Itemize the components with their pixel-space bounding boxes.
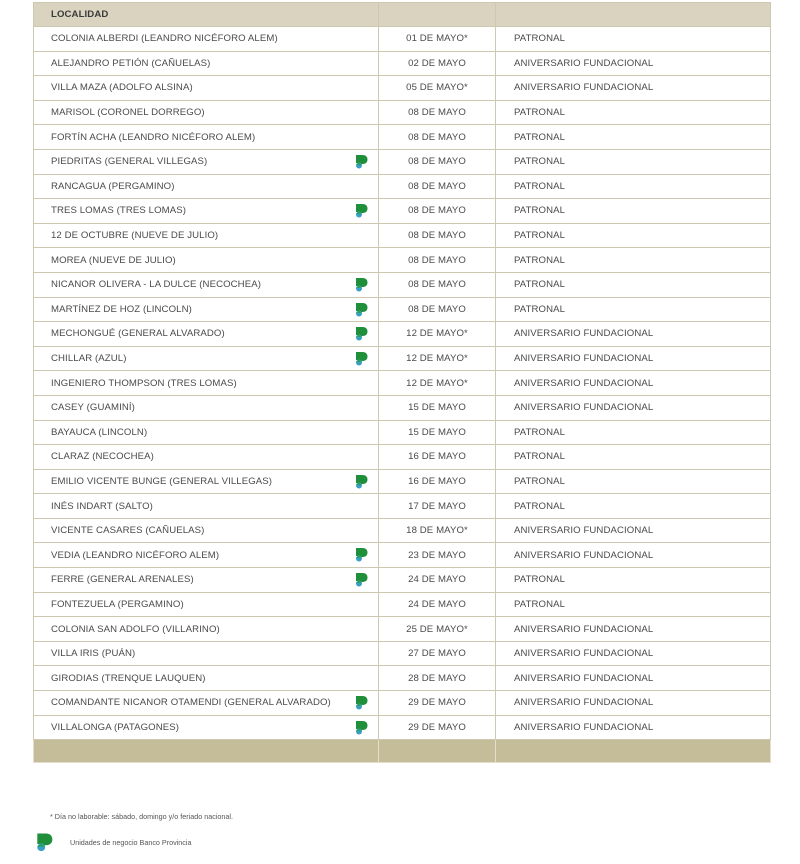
cell-tipo: ANIVERSARIO FUNDACIONAL: [496, 51, 771, 76]
cell-localidad: [34, 125, 379, 150]
cell-tipo: PATRONAL: [496, 272, 771, 297]
table-row: [34, 76, 771, 101]
table-row: [34, 100, 771, 125]
table-row: [34, 518, 771, 543]
cell-tipo: ANIVERSARIO FUNDACIONAL: [496, 617, 771, 642]
legend-label: Unidades de negocio Banco Provincia: [70, 837, 192, 847]
table-row: [34, 641, 771, 666]
table-row: [34, 543, 771, 568]
cell-fecha: 15 DE MAYO: [379, 420, 496, 445]
localidad-text: EMILIO VICENTE BUNGE (GENERAL VILLEGAS): [51, 475, 273, 487]
localidad-text: CASEY (GUAMINÍ): [51, 402, 135, 414]
cell-fecha: 08 DE MAYO: [379, 199, 496, 224]
localidad-text: FONTEZUELA (PERGAMINO): [51, 598, 184, 610]
table-row: [34, 691, 771, 716]
table-row: [34, 666, 771, 691]
banco-provincia-icon: [355, 547, 368, 562]
footer-band-cell: [496, 740, 771, 763]
localidad-text: FORTÍN ACHA (LEANDRO NICÉFORO ALEM): [51, 131, 256, 143]
cell-tipo: PATRONAL: [496, 494, 771, 519]
cell-tipo: ANIVERSARIO FUNDACIONAL: [496, 322, 771, 347]
cell-tipo: ANIVERSARIO FUNDACIONAL: [496, 371, 771, 396]
localidad-text: INÉS INDART (SALTO): [51, 500, 153, 512]
cell-fecha: 16 DE MAYO: [379, 469, 496, 494]
cell-tipo: ANIVERSARIO FUNDACIONAL: [496, 715, 771, 740]
cell-fecha: 08 DE MAYO: [379, 174, 496, 199]
localidad-text: VEDIA (LEANDRO NICÉFORO ALEM): [51, 549, 220, 561]
cell-localidad: [34, 346, 379, 371]
cell-tipo: ANIVERSARIO FUNDACIONAL: [496, 76, 771, 101]
localidad-text: 12 DE OCTUBRE (NUEVE DE JULIO): [51, 230, 219, 242]
table-header-row: [34, 3, 771, 27]
banco-provincia-icon: [355, 695, 368, 710]
banco-provincia-icon: [355, 572, 368, 587]
banco-provincia-icon: [355, 720, 368, 735]
cell-fecha: 12 DE MAYO*: [379, 322, 496, 347]
cell-tipo: ANIVERSARIO FUNDACIONAL: [496, 641, 771, 666]
localidad-text: VICENTE CASARES (CAÑUELAS): [51, 525, 205, 537]
table-row: [34, 297, 771, 322]
table-row: [34, 125, 771, 150]
cell-tipo: PATRONAL: [496, 445, 771, 470]
cell-tipo: PATRONAL: [496, 27, 771, 52]
footer-band-cell: [34, 740, 379, 763]
localidad-text: CLARAZ (NECOCHEA): [51, 451, 154, 463]
localidad-text: FERRE (GENERAL ARENALES): [51, 574, 194, 586]
cell-fecha: 05 DE MAYO*: [379, 76, 496, 101]
cell-localidad: [34, 223, 379, 248]
banco-provincia-icon: [355, 302, 368, 317]
cell-localidad: [34, 617, 379, 642]
cell-localidad: [34, 322, 379, 347]
header-tipo: [496, 3, 771, 27]
localidad-text: BAYAUCA (LINCOLN): [51, 426, 148, 438]
cell-tipo: PATRONAL: [496, 199, 771, 224]
table-body: [34, 27, 771, 763]
localidad-text: MECHONGUÉ (GENERAL ALVARADO): [51, 328, 225, 340]
cell-fecha: 29 DE MAYO: [379, 691, 496, 716]
cell-localidad: [34, 272, 379, 297]
table-row: [34, 494, 771, 519]
cell-localidad: [34, 641, 379, 666]
table-row: [34, 149, 771, 174]
table-footer-band: [34, 740, 771, 763]
cell-localidad: [34, 666, 379, 691]
banco-provincia-icon: [355, 351, 368, 366]
cell-localidad: [34, 420, 379, 445]
table-row: [34, 248, 771, 273]
cell-tipo: PATRONAL: [496, 100, 771, 125]
cell-fecha: 23 DE MAYO: [379, 543, 496, 568]
cell-fecha: 08 DE MAYO: [379, 149, 496, 174]
cell-localidad: [34, 100, 379, 125]
cell-tipo: ANIVERSARIO FUNDACIONAL: [496, 543, 771, 568]
cell-localidad: [34, 543, 379, 568]
table-row: [34, 27, 771, 52]
banco-provincia-icon: [355, 203, 368, 218]
table-row: [34, 445, 771, 470]
table-row: [34, 272, 771, 297]
table-row: [34, 420, 771, 445]
cell-tipo: ANIVERSARIO FUNDACIONAL: [496, 666, 771, 691]
cell-localidad: [34, 469, 379, 494]
localidad-text: NICANOR OLIVERA - LA DULCE (NECOCHEA): [51, 279, 262, 291]
table-row: [34, 322, 771, 347]
cell-fecha: 16 DE MAYO: [379, 445, 496, 470]
banco-provincia-icon: [355, 154, 368, 169]
cell-fecha: 12 DE MAYO*: [379, 346, 496, 371]
cell-fecha: 08 DE MAYO: [379, 100, 496, 125]
banco-provincia-icon: [355, 474, 368, 489]
cell-tipo: PATRONAL: [496, 248, 771, 273]
localidad-text: GIRODIAS (TRENQUE LAUQUEN): [51, 672, 206, 684]
localidad-text: RANCAGUA (PERGAMINO): [51, 180, 175, 192]
cell-localidad: [34, 174, 379, 199]
cell-fecha: 18 DE MAYO*: [379, 518, 496, 543]
footnote: * Día no laborable: sábado, domingo y/o feriado nacional.: [50, 812, 234, 821]
cell-fecha: 02 DE MAYO: [379, 51, 496, 76]
localidad-text: INGENIERO THOMPSON (TRES LOMAS): [51, 377, 237, 389]
cell-localidad: [34, 445, 379, 470]
cell-fecha: 01 DE MAYO*: [379, 27, 496, 52]
table-row: [34, 568, 771, 593]
cell-localidad: [34, 27, 379, 52]
table-row: [34, 469, 771, 494]
cell-tipo: PATRONAL: [496, 297, 771, 322]
cell-localidad: [34, 691, 379, 716]
cell-localidad: [34, 494, 379, 519]
legend: [36, 832, 191, 852]
cell-localidad: [34, 51, 379, 76]
cell-tipo: PATRONAL: [496, 125, 771, 150]
header-localidad: LOCALIDAD: [34, 3, 379, 27]
localidad-text: TRES LOMAS (TRES LOMAS): [51, 205, 187, 217]
localidad-text: VILLA IRIS (PUÁN): [51, 648, 136, 660]
cell-localidad: [34, 592, 379, 617]
localidad-text: COMANDANTE NICANOR OTAMENDI (GENERAL ALVARADO): [51, 697, 331, 709]
table-row: [34, 715, 771, 740]
cell-fecha: 08 DE MAYO: [379, 125, 496, 150]
localidad-text: PIEDRITAS (GENERAL VILLEGAS): [51, 156, 208, 168]
cell-tipo: PATRONAL: [496, 174, 771, 199]
cell-fecha: 24 DE MAYO: [379, 568, 496, 593]
cell-fecha: 15 DE MAYO: [379, 395, 496, 420]
localidad-text: COLONIA ALBERDI (LEANDRO NICÉFORO ALEM): [51, 33, 278, 45]
localidad-text: MARTÍNEZ DE HOZ (LINCOLN): [51, 303, 192, 315]
table-row: [34, 174, 771, 199]
cell-tipo: PATRONAL: [496, 420, 771, 445]
cell-tipo: PATRONAL: [496, 223, 771, 248]
localidad-text: CHILLAR (AZUL): [51, 353, 127, 365]
localidad-text: VILLALONGA (PATAGONES): [51, 721, 180, 733]
cell-fecha: 08 DE MAYO: [379, 223, 496, 248]
table-row: [34, 223, 771, 248]
cell-tipo: ANIVERSARIO FUNDACIONAL: [496, 346, 771, 371]
footer-band-cell: [379, 740, 496, 763]
cell-fecha: 25 DE MAYO*: [379, 617, 496, 642]
cell-tipo: PATRONAL: [496, 469, 771, 494]
table-row: [34, 371, 771, 396]
cell-fecha: 08 DE MAYO: [379, 248, 496, 273]
localidad-text: COLONIA SAN ADOLFO (VILLARINO): [51, 623, 220, 635]
cell-tipo: ANIVERSARIO FUNDACIONAL: [496, 395, 771, 420]
cell-tipo: ANIVERSARIO FUNDACIONAL: [496, 518, 771, 543]
cell-fecha: 29 DE MAYO: [379, 715, 496, 740]
cell-localidad: [34, 149, 379, 174]
cell-localidad: [34, 297, 379, 322]
cell-tipo: PATRONAL: [496, 149, 771, 174]
header-fecha: [379, 3, 496, 27]
localidad-text: ALEJANDRO PETIÓN (CAÑUELAS): [51, 57, 211, 69]
holidays-table-container: [33, 2, 770, 763]
cell-fecha: 27 DE MAYO: [379, 641, 496, 666]
cell-localidad: [34, 371, 379, 396]
table-row: [34, 199, 771, 224]
table-row: [34, 346, 771, 371]
cell-localidad: [34, 248, 379, 273]
table-row: [34, 592, 771, 617]
cell-localidad: [34, 568, 379, 593]
holidays-table: [33, 2, 771, 763]
cell-fecha: 17 DE MAYO: [379, 494, 496, 519]
cell-tipo: PATRONAL: [496, 568, 771, 593]
cell-localidad: [34, 199, 379, 224]
cell-localidad: [34, 715, 379, 740]
cell-fecha: 08 DE MAYO: [379, 272, 496, 297]
cell-localidad: [34, 518, 379, 543]
cell-tipo: PATRONAL: [496, 592, 771, 617]
banco-provincia-icon: [36, 832, 53, 852]
table-row: [34, 51, 771, 76]
localidad-text: VILLA MAZA (ADOLFO ALSINA): [51, 82, 193, 94]
cell-fecha: 28 DE MAYO: [379, 666, 496, 691]
localidad-text: MOREA (NUEVE DE JULIO): [51, 254, 176, 266]
cell-fecha: 24 DE MAYO: [379, 592, 496, 617]
banco-provincia-icon: [355, 277, 368, 292]
localidad-text: MARISOL (CORONEL DORREGO): [51, 107, 205, 119]
table-row: [34, 395, 771, 420]
cell-localidad: [34, 395, 379, 420]
cell-tipo: ANIVERSARIO FUNDACIONAL: [496, 691, 771, 716]
cell-fecha: 08 DE MAYO: [379, 297, 496, 322]
cell-fecha: 12 DE MAYO*: [379, 371, 496, 396]
table-row: [34, 617, 771, 642]
banco-provincia-icon: [355, 326, 368, 341]
cell-localidad: [34, 76, 379, 101]
